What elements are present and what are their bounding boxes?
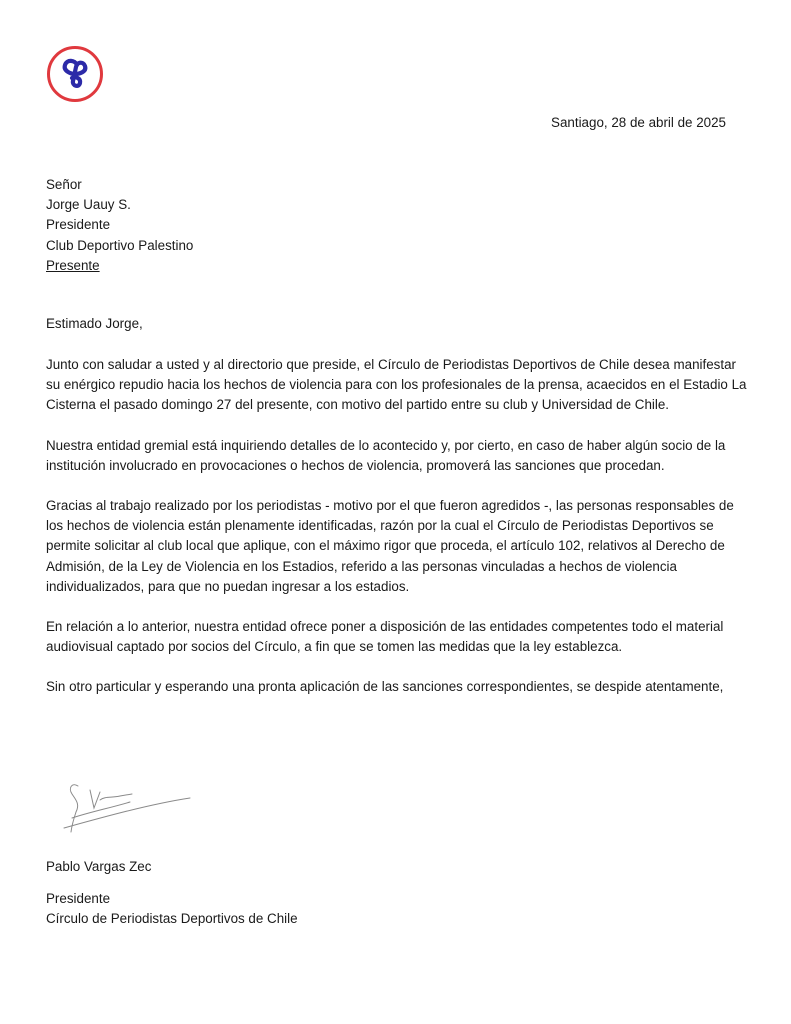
recipient-name: Jorge Uauy S.	[46, 197, 131, 213]
greeting: Estimado Jorge,	[46, 316, 143, 331]
paragraph: En relación a lo anterior, nuestra entidad ofrece poner a disposición de las entidades competentes todo el material audiovisual captado por socios del Círculo, a fin que se tomen las medidas que la ley establezca.	[46, 619, 724, 655]
paragraph: Sin otro particular y esperando una pronta aplicación de las sanciones correspondientes, se despide atentamente,	[46, 679, 724, 695]
paragraph: Gracias al trabajo realizado por los periodistas - motivo por el que fueron agredidos -, las personas responsables de los hechos de violencia están plenamente identificadas, razón por la cual el Círculo de Periodistas Deportivos se permite solicitar al club local que aplique, con el máximo rigor que proceda, el artículo 102, relativos al Derecho de Admisión, de la Ley de Violencia en los Estadios, referido a las personas vinculadas a hechos de violencia individualizados, para que no puedan ingresar a los estadios.	[46, 498, 734, 594]
paragraph: Junto con saludar a usted y al directorio que preside, el Círculo de Periodistas Deportivos de Chile desea manifestar su enérgico repudio hacia los hechos de violencia para con los profesionales de la prensa, acaecidos en el Estadio La Cisterna el pasado domingo 27 del presente, con motivo del partido entre su club y Universidad de Chile.	[46, 357, 747, 413]
signer-block	[46, 889, 298, 929]
date-line: Santiago, 28 de abril de 2025	[551, 115, 726, 130]
signer-organization: Círculo de Periodistas Deportivos de Chile	[46, 911, 298, 927]
recipient-presente: Presente	[46, 257, 100, 273]
recipient-block	[46, 175, 193, 276]
signer-position: Presidente	[46, 891, 111, 906]
cpd-logo-icon	[46, 45, 104, 103]
recipient-position: Presidente	[46, 217, 111, 233]
recipient-salutation: Señor	[46, 177, 82, 192]
letter-body	[46, 355, 751, 718]
handwritten-signature-icon	[50, 778, 200, 838]
paragraph: Nuestra entidad gremial está inquiriendo detalles de lo acontecido y, por cierto, en caso de haber algún socio de la institución involucrado en provocaciones o hechos de violencia, promoverá las sanciones que procedan.	[46, 437, 726, 473]
signer-name: Pablo Vargas Zec	[46, 859, 152, 874]
recipient-organization: Club Deportivo Palestino	[46, 237, 194, 253]
